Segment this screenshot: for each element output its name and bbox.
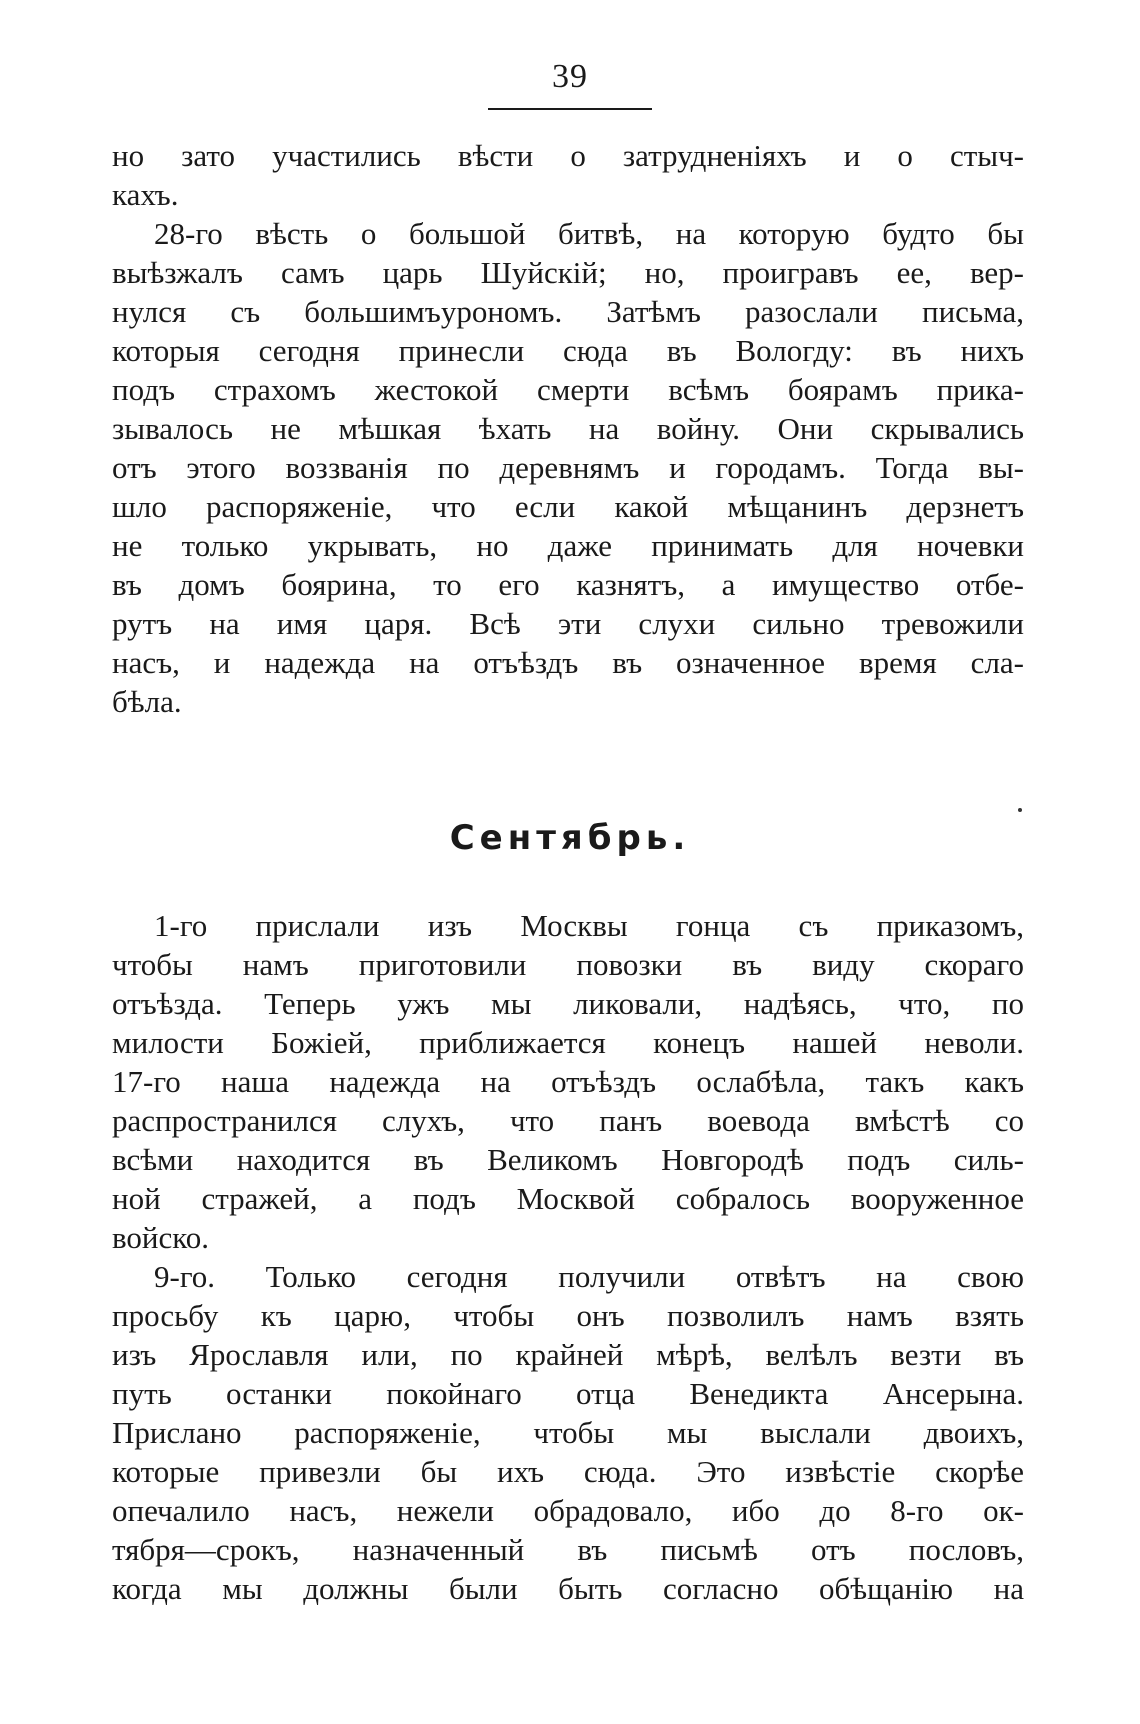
text-line: когда мы должны были быть согласно обѣщанію на bbox=[112, 1571, 1024, 1606]
section-heading: Сентябрь. bbox=[449, 818, 691, 858]
text-line: чтобы намъ приготовили повозки въ виду скораго bbox=[112, 947, 1024, 982]
text-line: насъ, и надежда на отъѣздъ въ означенное время сла- bbox=[112, 645, 1024, 680]
text-line: тября—срокъ, назначенный въ письмѣ отъ пословъ, bbox=[112, 1532, 1024, 1567]
text-line: подъ страхомъ жестокой смерти всѣмъ боярамъ прика- bbox=[112, 372, 1024, 407]
text-block-bottom bbox=[112, 906, 1024, 1608]
text-line: путь останки покойнаго отца Венедикта Ансерына. bbox=[112, 1376, 1024, 1411]
text-line: выѣзжалъ самъ царь Шуйскій; но, проигравъ ее, вер- bbox=[112, 255, 1024, 290]
text-line: зывалось не мѣшкая ѣхать на войну. Они скрывались bbox=[112, 411, 1024, 446]
text-line: всѣми находится въ Великомъ Новгородѣ подъ силь- bbox=[112, 1142, 1024, 1177]
text-line: отъѣзда. Теперь ужъ мы ликовали, надѣясь, что, по bbox=[112, 986, 1024, 1021]
text-block-top bbox=[112, 136, 1024, 721]
text-line: изъ Ярославля или, по крайней мѣрѣ, велѣлъ везти въ bbox=[112, 1337, 1024, 1372]
text-line: просьбу къ царю, чтобы онъ позволилъ намъ взять bbox=[112, 1298, 1024, 1333]
text-line: не только укрывать, но даже принимать для ночевки bbox=[112, 528, 1024, 563]
text-line: 9-го. Только сегодня получили отвѣтъ на свою bbox=[154, 1259, 1024, 1294]
text-line: рутъ на имя царя. Всѣ эти слухи сильно тревожили bbox=[112, 606, 1024, 641]
text-line: Прислано распоряженіе, чтобы мы выслали двоихъ, bbox=[112, 1415, 1024, 1450]
text-line: которыя сегодня принесли сюда въ Вологду: въ нихъ bbox=[112, 333, 1024, 368]
text-line: милости Божіей, приближается конецъ нашей неволи. bbox=[112, 1025, 1024, 1060]
text-line: 1-го прислали изъ Москвы гонца съ приказомъ, bbox=[154, 908, 1024, 943]
text-line: которые привезли бы ихъ сюда. Это извѣстіе скорѣе bbox=[112, 1454, 1024, 1489]
text-line: опечалило насъ, нежели обрадовало, ибо до 8-го ок- bbox=[112, 1493, 1024, 1528]
page-number: 39 bbox=[552, 58, 588, 95]
text-line: кахъ. bbox=[112, 177, 179, 212]
print-speck bbox=[1018, 808, 1022, 812]
text-line: бѣла. bbox=[112, 684, 182, 719]
header-rule bbox=[488, 108, 652, 110]
text-line: нулся съ большимъурономъ. Затѣмъ разослали письма, bbox=[112, 294, 1024, 329]
text-line: отъ этого воззванія по деревнямъ и городамъ. Тогда вы- bbox=[112, 450, 1024, 485]
text-line: войско. bbox=[112, 1220, 210, 1255]
text-line: но зато участились вѣсти о затрудненіяхъ и о стыч- bbox=[112, 138, 1024, 173]
text-line: распространился слухъ, что панъ воевода вмѣстѣ со bbox=[112, 1103, 1024, 1138]
text-line: 28-го вѣсть о большой битвѣ, на которую будто бы bbox=[154, 216, 1024, 251]
text-line: 17-го наша надежда на отъѣздъ ослабѣла, такъ какъ bbox=[112, 1064, 1024, 1099]
text-line: шло распоряженіе, что если какой мѣщанинъ дерзнетъ bbox=[112, 489, 1024, 524]
text-line: въ домъ боярина, то его казнятъ, а имущество отбе- bbox=[112, 567, 1024, 602]
text-line: ной стражей, а подъ Москвой собралось вооруженное bbox=[112, 1181, 1024, 1216]
